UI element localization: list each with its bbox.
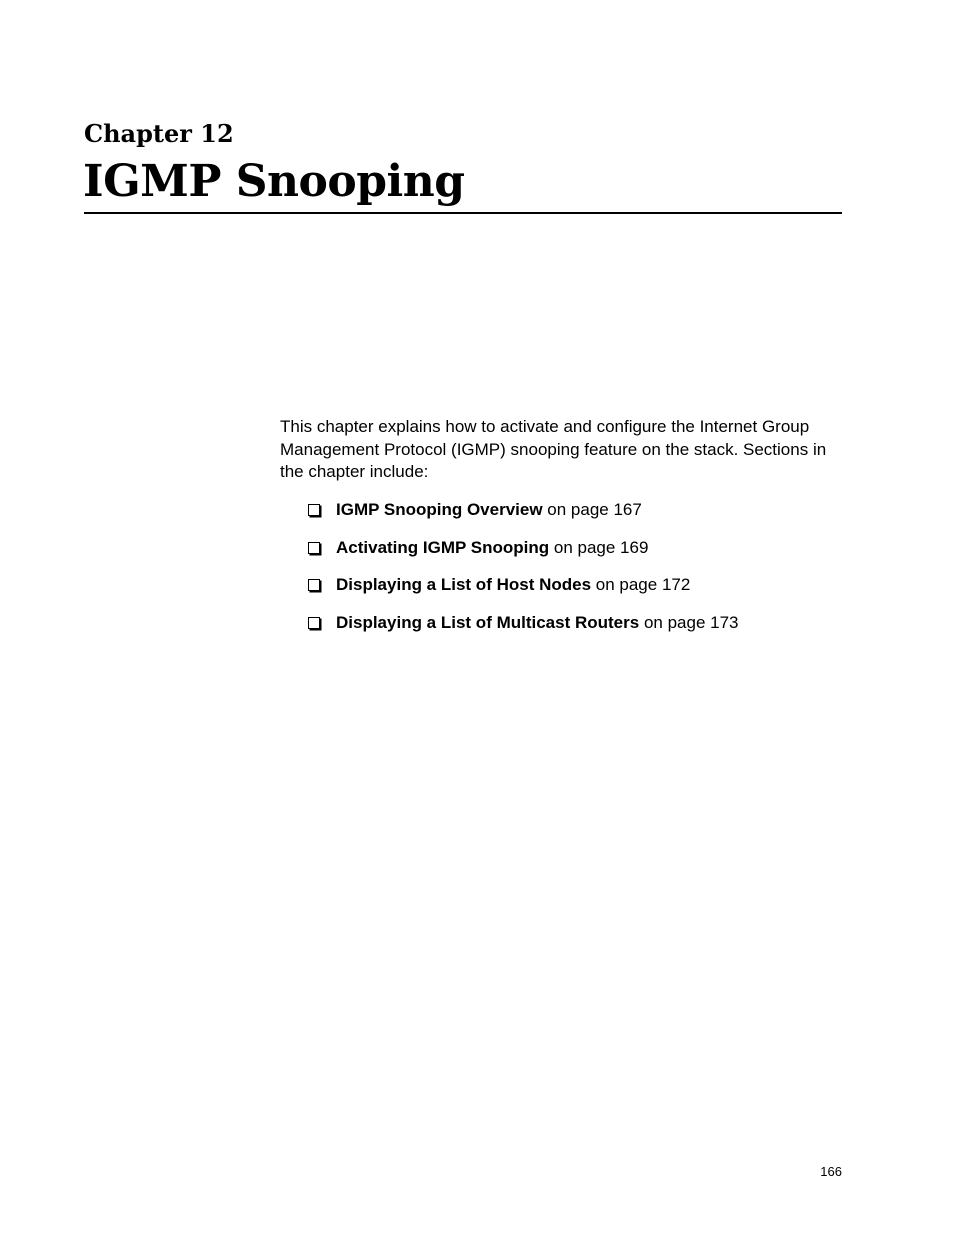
section-list (308, 499, 738, 649)
list-item (308, 574, 738, 596)
section-link-multicast-routers[interactable]: Displaying a List of Multicast Routers (336, 612, 640, 632)
checkbox-icon (308, 504, 320, 516)
list-item (308, 612, 738, 634)
chapter-title: IGMP Snooping (83, 156, 465, 207)
section-link-host-nodes[interactable]: Displaying a List of Host Nodes (336, 575, 592, 594)
chapter-label: Chapter 12 (84, 119, 234, 148)
section-link-activating-igmp-snooping[interactable]: Activating IGMP Snooping (336, 537, 550, 557)
checkbox-icon (308, 542, 320, 554)
title-rule (84, 212, 842, 214)
checkbox-icon (308, 617, 320, 629)
page-number: 166 (820, 1164, 842, 1179)
list-item (308, 499, 738, 521)
checkbox-icon (308, 579, 320, 591)
page-reference: on page 173 (639, 612, 739, 632)
intro-paragraph: This chapter explains how to activate and configure the Internet Group Management Protocol (IGMP) snooping feature on the stack. Sections in the chapter include: (280, 417, 827, 481)
page-reference: on page 169 (549, 537, 649, 557)
page-reference: on page 167 (542, 500, 642, 519)
list-item (308, 537, 738, 559)
section-link-igmp-snooping-overview[interactable]: IGMP Snooping Overview (336, 500, 543, 519)
page-reference: on page 172 (591, 575, 691, 594)
